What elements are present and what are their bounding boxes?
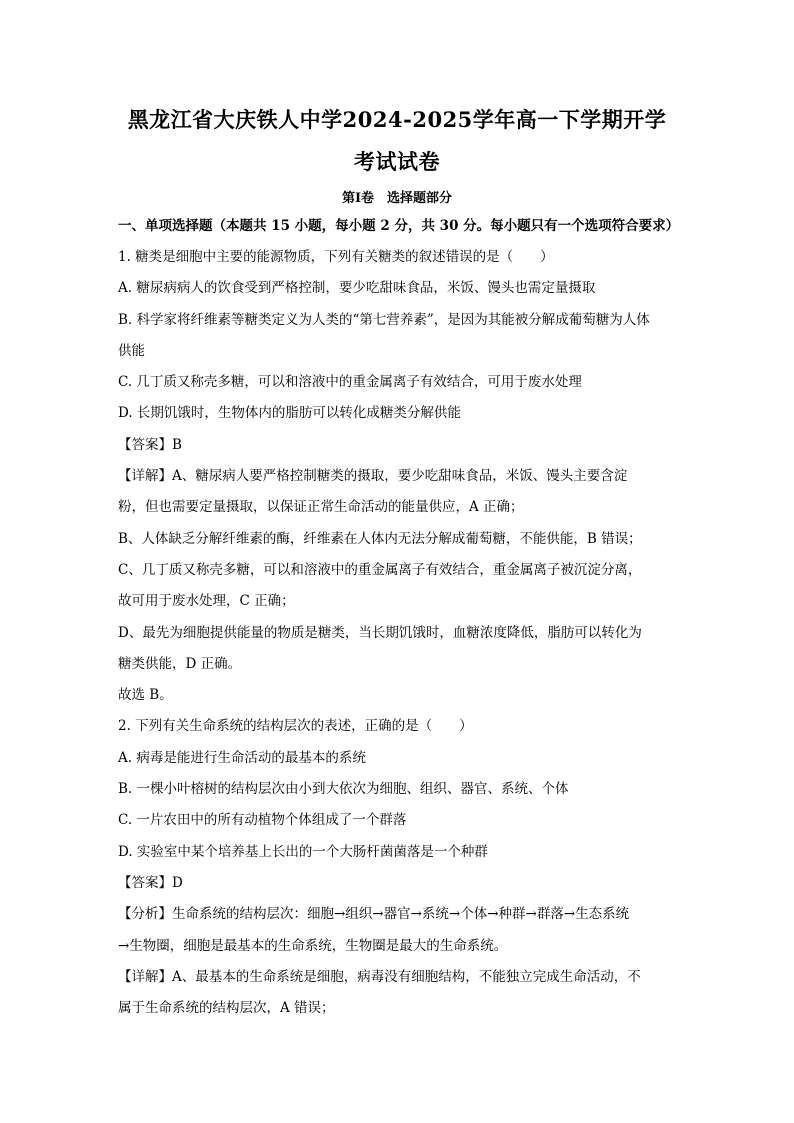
q2-option-a: A. 病毒是能进行生命活动的最基本的系统 bbox=[118, 750, 366, 766]
part-heading: 一、单项选择题（本题共 15 小题，每小题 2 分，共 30 分。每小题只有一个选项符合要求） bbox=[118, 218, 680, 234]
q2-detail-line1: 【详解】A、最基本的生命系统是细胞，病毒没有细胞结构，不能独立完成生命活动，不 bbox=[118, 969, 641, 985]
q2-stem: 2. 下列有关生命系统的结构层次的表述，正确的是（ ） bbox=[118, 718, 473, 734]
q1-detail-line6: D、最先为细胞提供能量的物质是糖类，当长期饥饿时，血糖浓度降低，脂肪可以转化为 bbox=[118, 625, 642, 641]
q1-conclusion: 故选 B。 bbox=[118, 687, 173, 703]
q1-detail-line1: 【详解】A、糖尿病人要严格控制糖类的摄取，要少吃甜味食品，米饭、馒头主要含淀 bbox=[118, 468, 628, 484]
q1-option-d: D. 长期饥饿时，生物体内的脂肪可以转化成糖类分解供能 bbox=[118, 405, 461, 421]
q2-analysis-line1: 【分析】生命系统的结构层次：细胞→组织→器官→系统→个体→种群→群落→生态系统 bbox=[118, 906, 630, 922]
q1-option-c: C. 几丁质又称壳多糖，可以和溶液中的重金属离子有效结合，可用于废水处理 bbox=[118, 374, 582, 390]
q1-stem: 1. 糖类是细胞中主要的能源物质，下列有关糖类的叙述错误的是（ ） bbox=[118, 249, 554, 265]
q1-option-a: A. 糖尿病病人的饮食受到严格控制，要少吃甜味食品，米饭、馒头也需定量摄取 bbox=[118, 280, 596, 296]
q1-detail-line7: 糖类供能，D 正确。 bbox=[118, 656, 242, 672]
q1-detail-line5: 故可用于废水处理，C 正确； bbox=[118, 593, 295, 609]
q2-detail-line2: 属于生命系统的结构层次，A 错误； bbox=[118, 1000, 335, 1016]
q1-option-b-line2: 供能 bbox=[118, 343, 145, 359]
q1-option-b-line1: B. 科学家将纤维素等糖类定义为人类的“第七营养素”，是因为其能被分解成葡萄糖为人体 bbox=[118, 312, 650, 328]
q2-analysis-line2: →生物圈，细胞是最基本的生命系统，生物圈是最大的生命系统。 bbox=[118, 938, 508, 954]
q2-option-b: B. 一棵小叶榕树的结构层次由小到大依次为细胞、组织、器官、系统、个体 bbox=[118, 781, 569, 797]
title-line-1: 黑龙江省大庆铁人中学2024-2025学年高一下学期开学 bbox=[127, 107, 667, 132]
q1-detail-line2: 粉，但也需要定量摄取，以保证正常生命活动的能量供应，A 正确； bbox=[118, 499, 524, 515]
title-line-2: 考试试卷 bbox=[354, 149, 440, 174]
q1-detail-line3: B、人体缺乏分解纤维素的酶，纤维素在人体内无法分解成葡萄糖，不能供能，B 错误； bbox=[118, 531, 642, 547]
q2-answer: 【答案】D bbox=[118, 875, 183, 891]
q1-detail-line4: C、几丁质又称壳多糖，可以和溶液中的重金属离子有效结合，重金属离子被沉淀分离， bbox=[118, 562, 642, 578]
q2-option-d: D. 实验室中某个培养基上长出的一个大肠杆菌菌落是一个种群 bbox=[118, 844, 488, 860]
q1-answer: 【答案】B bbox=[118, 437, 182, 453]
q2-option-c: C. 一片农田中的所有动植物个体组成了一个群落 bbox=[118, 812, 407, 828]
section-heading: 第Ⅰ卷 选择题部分 bbox=[341, 191, 453, 206]
